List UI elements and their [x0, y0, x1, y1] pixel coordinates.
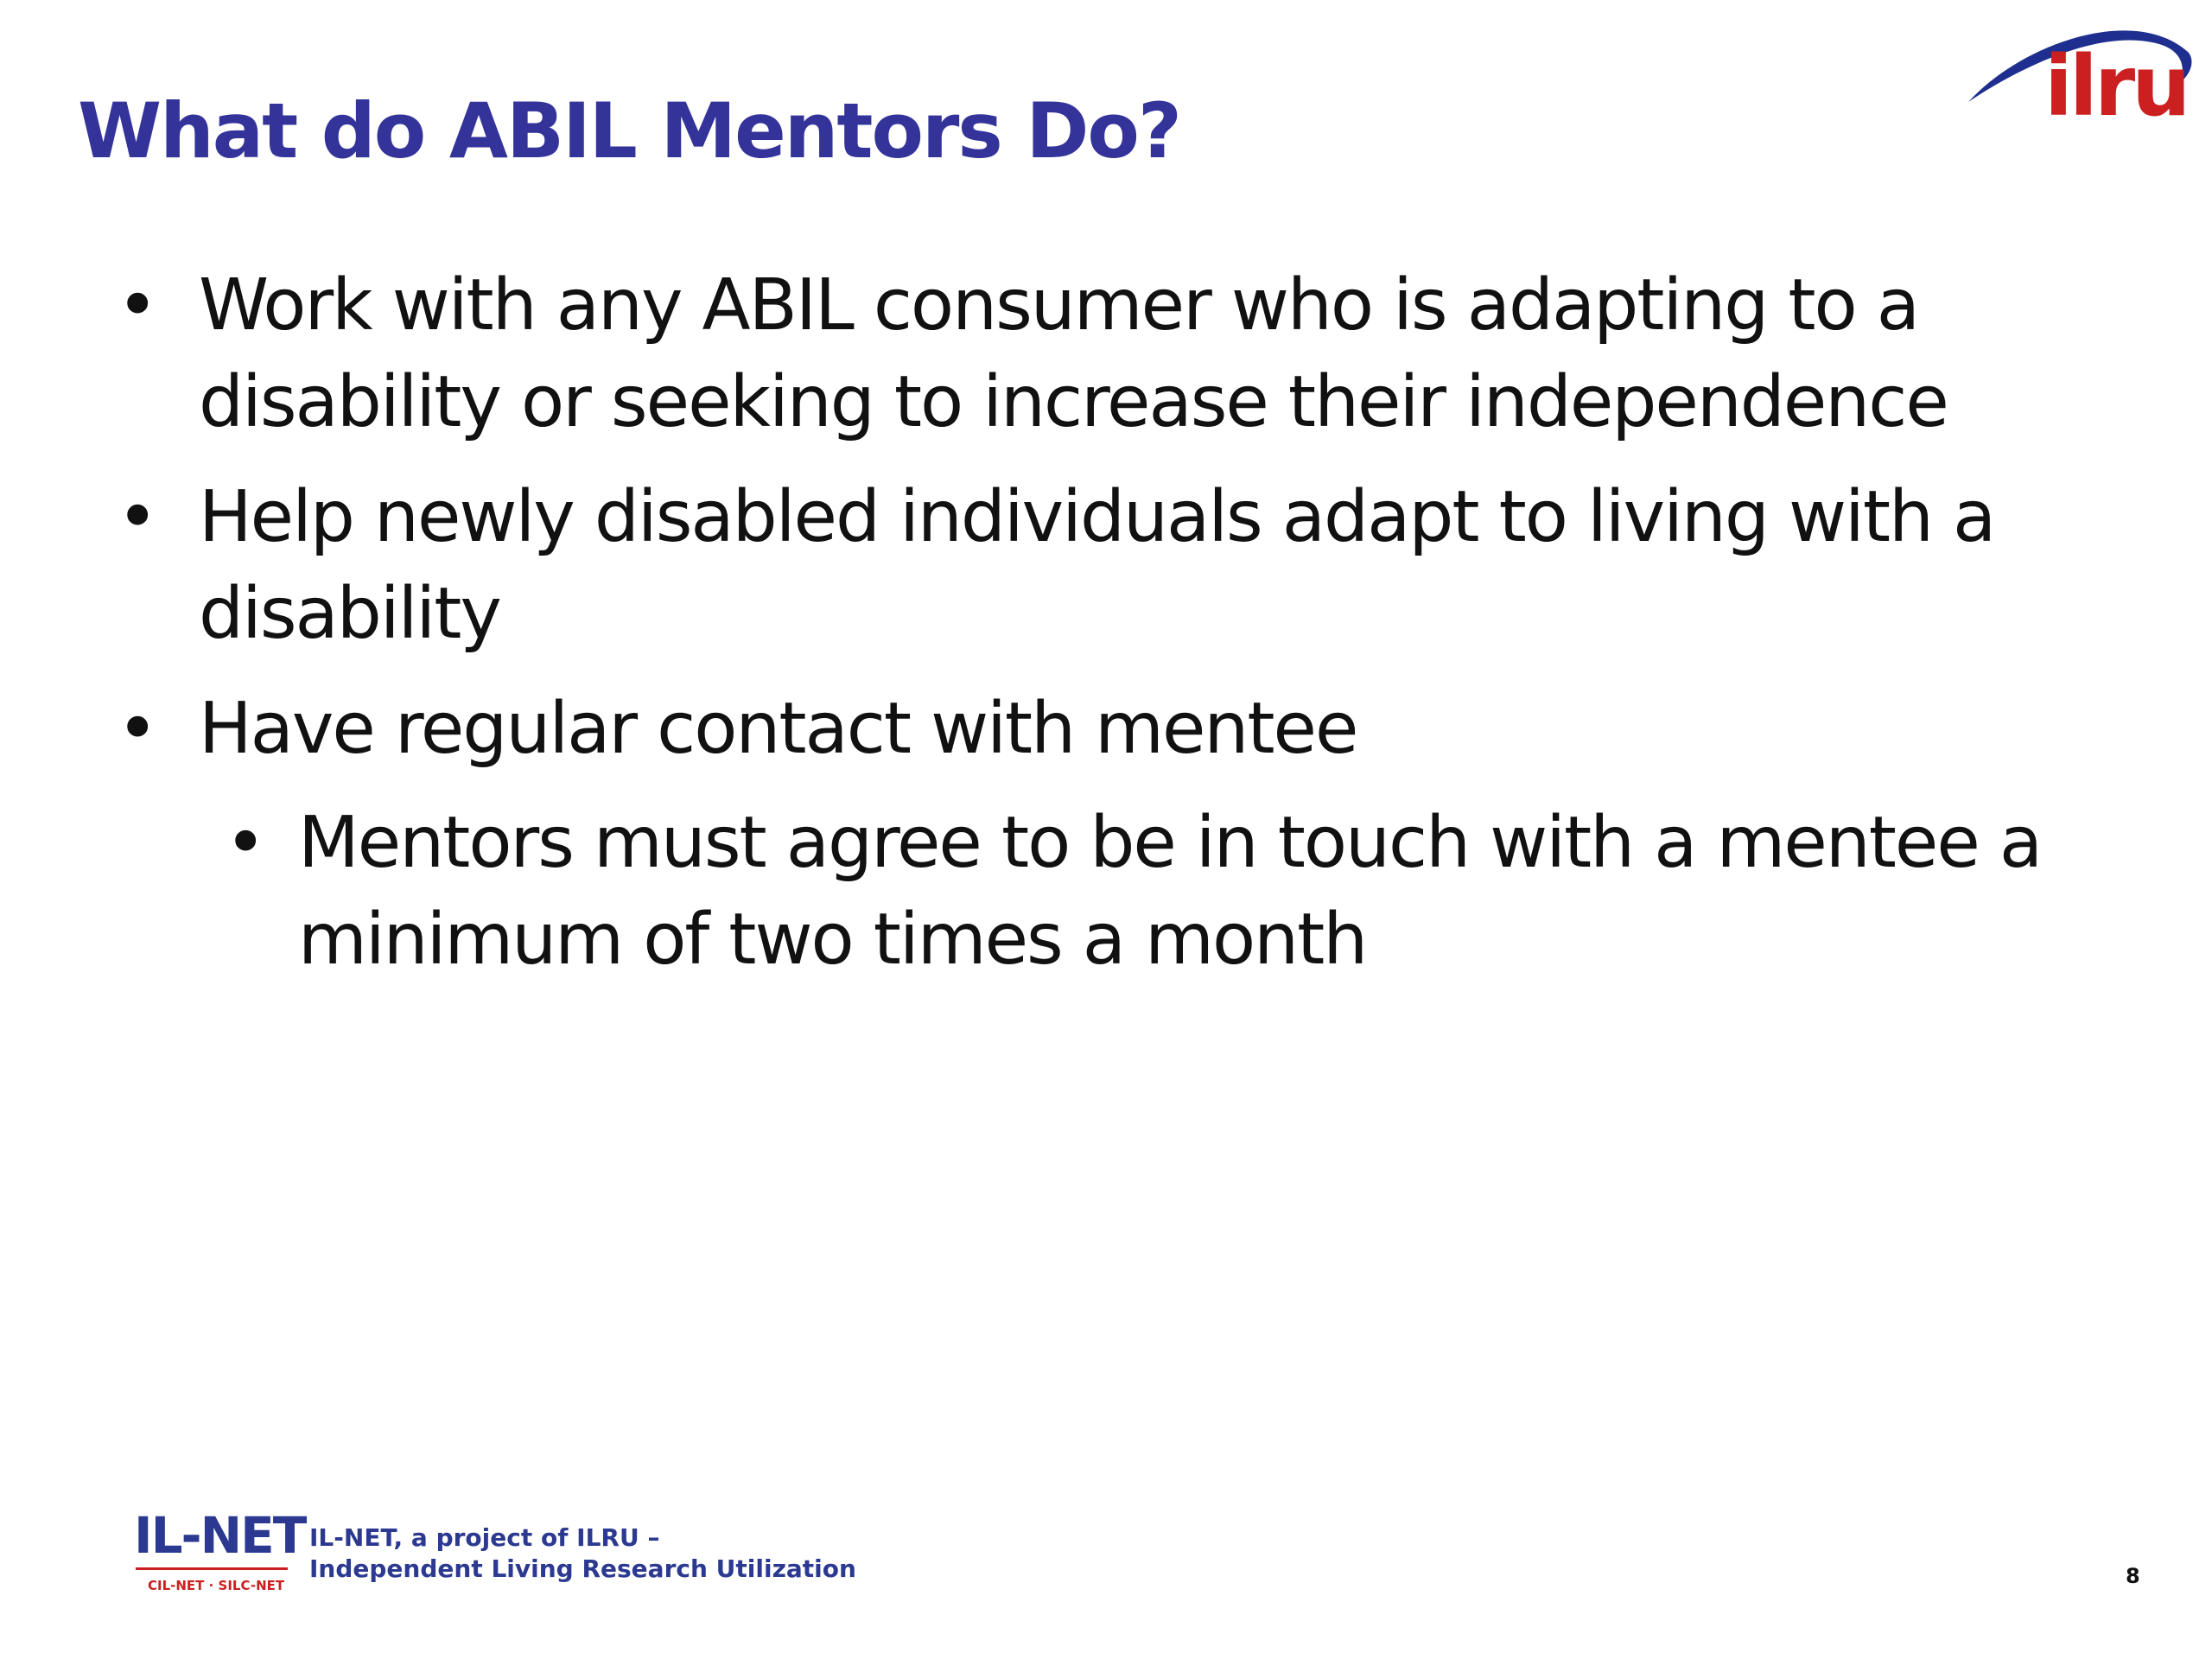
bullet-icon: • [117, 476, 157, 558]
page-number: 8 [2126, 1564, 2140, 1588]
bullet-icon: • [225, 802, 265, 884]
bullet-text: Work with any ABIL consumer who is adapting to a disability or seeking to increase their independence [199, 264, 1948, 443]
footer-caption [309, 1522, 856, 1585]
logo-divider [136, 1567, 288, 1570]
sub-bullet-text: Mentors must agree to be in touch with a mentee a minimum of two times a month [298, 802, 2042, 981]
bullet-icon: • [117, 264, 157, 346]
bullet-text: Help newly disabled individuals adapt to living with a disability [199, 476, 1995, 655]
bullet-item [117, 257, 2190, 451]
slide-title: What do ABIL Mentors Do? [78, 86, 1180, 175]
il-net-logo-text: IL-NET [134, 1506, 306, 1565]
ilru-logo [1961, 9, 2203, 156]
bullet-item [117, 681, 2190, 778]
il-net-logo [134, 1506, 307, 1597]
il-net-logo-subtext: CIL-NET · SILC-NET [148, 1578, 285, 1593]
sub-bullet-item [225, 795, 2195, 988]
bullet-icon: • [117, 688, 157, 770]
bullet-item [117, 469, 2190, 663]
footer-line-1: IL-NET, a project of ILRU – [309, 1523, 660, 1552]
ilru-logo-text: ilru [2044, 38, 2188, 135]
bullet-text: Have regular contact with mentee [199, 688, 1357, 770]
footer-line-2: Independent Living Research Utilization [309, 1554, 856, 1583]
